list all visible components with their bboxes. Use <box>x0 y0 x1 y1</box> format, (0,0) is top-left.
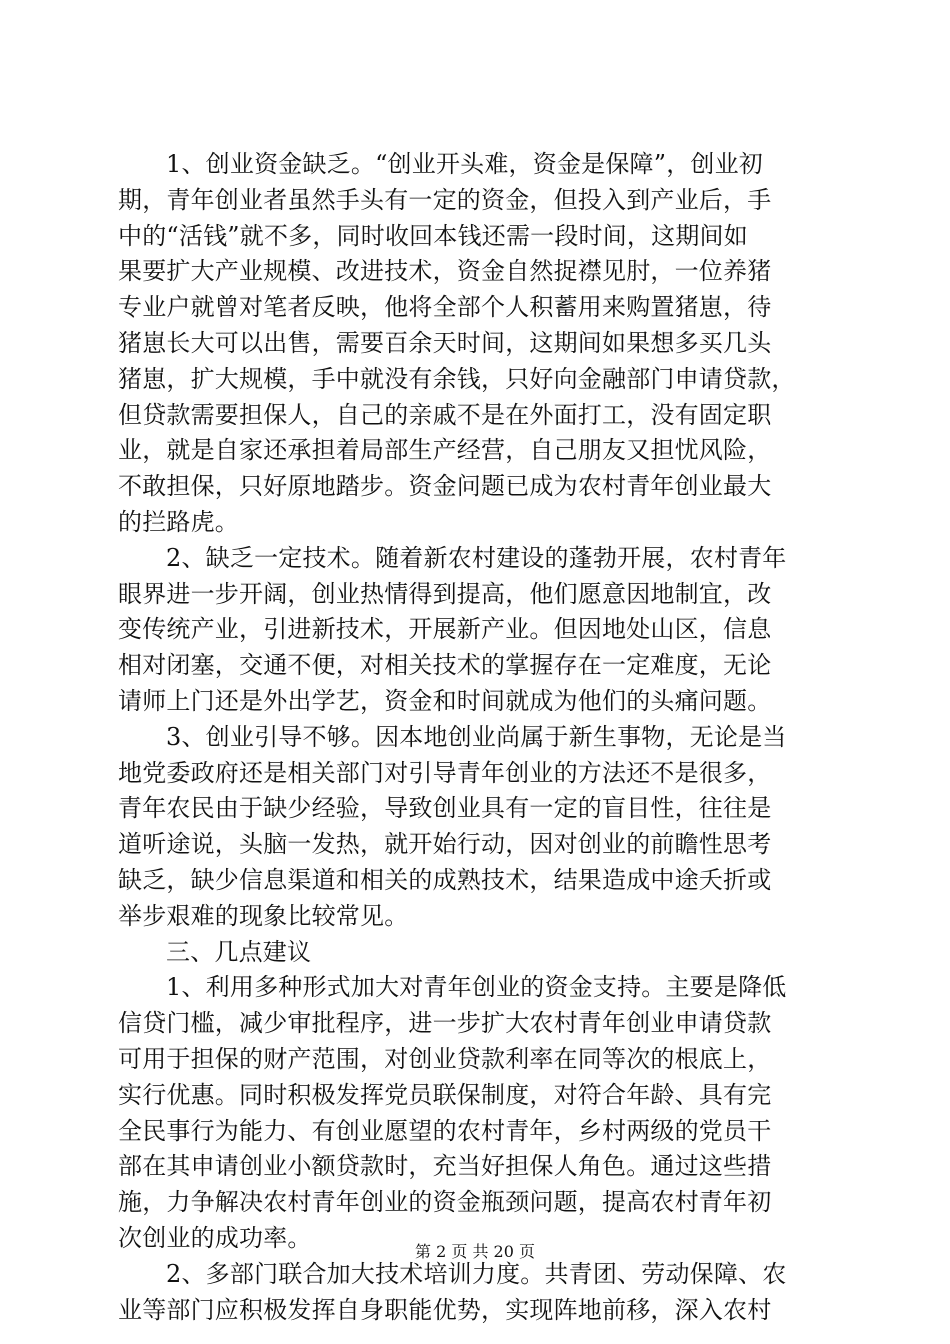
paragraph-line: 部在其申请创业小额贷款时，充当好担保人角色。通过这些措 <box>118 1152 772 1181</box>
paragraph-line: 业等部门应积极发挥自身职能优势，实现阵地前移，深入农村 <box>118 1295 772 1324</box>
paragraph-line: 的拦路虎。 <box>118 507 239 536</box>
paragraph-line: 施，力争解决农村青年创业的资金瓶颈问题，提高农村青年初 <box>118 1188 772 1217</box>
page-number-footer: 第 2 页 共 20 页 <box>415 1242 535 1261</box>
paragraph-line: 信贷门槛，减少审批程序，进一步扩大农村青年创业申请贷款 <box>118 1009 772 1038</box>
paragraph-line: 相对闭塞，交通不便，对相关技术的掌握存在一定难度，无论 <box>118 651 772 680</box>
paragraph-line: 全民事行为能力、有创业愿望的农村青年，乡村两级的党员干 <box>118 1116 772 1145</box>
paragraph-line: 变传统产业，引进新技术，开展新产业。但因地处山区，信息 <box>118 615 772 644</box>
paragraph-line: 中的“活钱”就不多，同时收回本钱还需一段时间，这期间如 <box>118 221 748 250</box>
paragraph-line: 期，青年创业者虽然手头有一定的资金，但投入到产业后，手 <box>118 185 772 214</box>
paragraph-line: 道听途说，头脑一发热，就开始行动，因对创业的前瞻性思考 <box>118 830 772 859</box>
paragraph-line: 青年农民由于缺少经验，导致创业具有一定的盲目性，往往是 <box>118 794 772 823</box>
section-heading: 三、几点建议 <box>166 937 312 966</box>
paragraph-line: 次创业的成功率。 <box>118 1223 312 1252</box>
paragraph-line: 不敢担保，只好原地踏步。资金问题已成为农村青年创业最大 <box>118 472 772 501</box>
paragraph-line: 举步艰难的现象比较常见。 <box>118 901 409 930</box>
paragraph-line: 但贷款需要担保人，自己的亲戚不是在外面打工，没有固定职 <box>118 400 772 429</box>
paragraph-line: 果要扩大产业规模、改进技术，资金自然捉襟见肘，一位养猪 <box>118 257 772 286</box>
paragraph-line: 1、利用多种形式加大对青年创业的资金支持。主要是降低 <box>166 973 787 1002</box>
paragraph-line: 可用于担保的财产范围，对创业贷款利率在同等次的根底上， <box>118 1044 772 1073</box>
paragraph-line: 2、缺乏一定技术。随着新农村建设的蓬勃开展，农村青年 <box>166 543 787 572</box>
paragraph-line: 眼界进一步开阔，创业热情得到提高，他们愿意因地制宜，改 <box>118 579 772 608</box>
paragraph-line: 业，就是自家还承担着局部生产经营，自己朋友又担忧风险， <box>118 436 772 465</box>
paragraph-line: 地党委政府还是相关部门对引导青年创业的方法还不是很多， <box>118 758 772 787</box>
paragraph-line: 实行优惠。同时积极发挥党员联保制度，对符合年龄、具有完 <box>118 1080 772 1109</box>
document-body <box>118 147 832 1328</box>
paragraph-line: 猪崽长大可以出售，需要百余天时间，这期间如果想多买几头 <box>118 328 772 357</box>
paragraph-line: 猪崽，扩大规模，手中就没有余钱，只好向金融部门申请贷款， <box>118 364 796 393</box>
paragraph-line: 缺乏，缺少信息渠道和相关的成熟技术，结果造成中途夭折或 <box>118 865 772 894</box>
paragraph-line: 专业户就曾对笔者反映，他将全部个人积蓄用来购置猪崽，待 <box>118 293 772 322</box>
paragraph-line: 1、创业资金缺乏。“创业开头难，资金是保障”，创业初 <box>166 150 764 178</box>
paragraph-line: 3、创业引导不够。因本地创业尚属于新生事物，无论是当 <box>166 722 787 751</box>
paragraph-line: 请师上门还是外出学艺，资金和时间就成为他们的头痛问题。 <box>118 686 772 715</box>
paragraph-line: 2、多部门联合加大技术培训力度。共青团、劳动保障、农 <box>166 1259 787 1288</box>
